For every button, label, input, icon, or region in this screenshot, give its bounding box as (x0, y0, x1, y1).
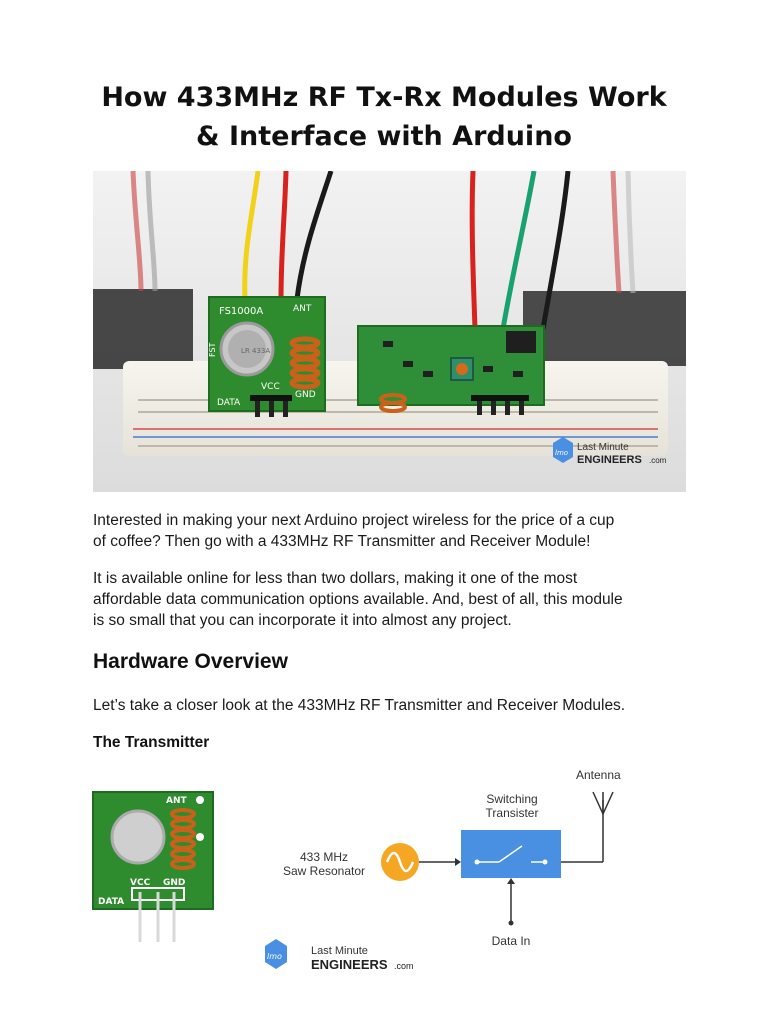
hero-brand-suffix: .com (649, 456, 667, 465)
module-vcc-label: VCC (130, 878, 151, 888)
intro-p2-line3: is so small that you can incorporate it into almost any project. (93, 612, 512, 629)
module-data-label: DATA (98, 897, 125, 907)
diagram-brand-line1: Last Minute (311, 945, 368, 957)
title-line-2: & Interface with Arduino (196, 121, 572, 152)
transmitter-heading: The Transmitter (93, 734, 210, 751)
hero-illustration (93, 171, 686, 492)
background-board-left (93, 289, 193, 369)
resonator-label-2: Saw Resonator (282, 864, 366, 878)
transmitter-diagram-svg (88, 762, 648, 984)
module-ant-label: ANT (166, 796, 187, 806)
intro-p2-line2: affordable data communication options available. And, best of all, this module (93, 591, 623, 608)
intro-p1-line1: Interested in making your next Arduino project wireless for the price of a cup (93, 512, 615, 529)
antenna-label: Antenna (576, 768, 621, 782)
switch-label-2: Transister (485, 806, 539, 820)
module-gnd-label: GND (163, 878, 186, 888)
hero-photo (93, 171, 686, 492)
tx-model-label: FS1000A (219, 306, 264, 317)
intro-p2-line1: It is available online for less than two dollars, making it one of the most (93, 570, 578, 587)
tx-gnd-label: GND (295, 390, 316, 400)
tx-data-label: DATA (217, 398, 241, 408)
intro-paragraph-2 (93, 568, 683, 631)
hero-brand-mark: lmo (555, 449, 569, 457)
switch-label-1: Switching (486, 792, 538, 806)
tx-vcc-label: VCC (261, 382, 280, 392)
crystal-label: LR 433A (241, 347, 271, 355)
transmitter-diagram (88, 762, 648, 984)
data-in-label: Data In (491, 934, 531, 948)
section-intro-text: Let’s take a closer look at the 433MHz RF Transmitter and Receiver Modules. (93, 697, 626, 714)
hero-brand-line1: Last Minute (577, 442, 629, 453)
intro-p1-line2: of coffee? Then go with a 433MHz RF Transmitter and Receiver Module! (93, 533, 591, 550)
tx-ant-label: ANT (293, 304, 312, 314)
intro-paragraph-1 (93, 510, 683, 552)
tx-fst-label: FST (208, 342, 217, 357)
module-resonator (112, 811, 164, 863)
diagram-brand-suffix: .com (394, 961, 414, 971)
hero-brand-line2: ENGINEERS (577, 454, 642, 466)
page-title (0, 78, 768, 156)
resonator-label-1: 433 MHz (299, 850, 349, 864)
diagram-brand-logo (265, 939, 414, 972)
diagram-brand-mark: lmo (267, 952, 282, 961)
diagram-brand-line2: ENGINEERS (311, 957, 388, 972)
section-heading: Hardware Overview (93, 650, 288, 673)
title-line-1: How 433MHz RF Tx-Rx Modules Work (101, 82, 667, 113)
